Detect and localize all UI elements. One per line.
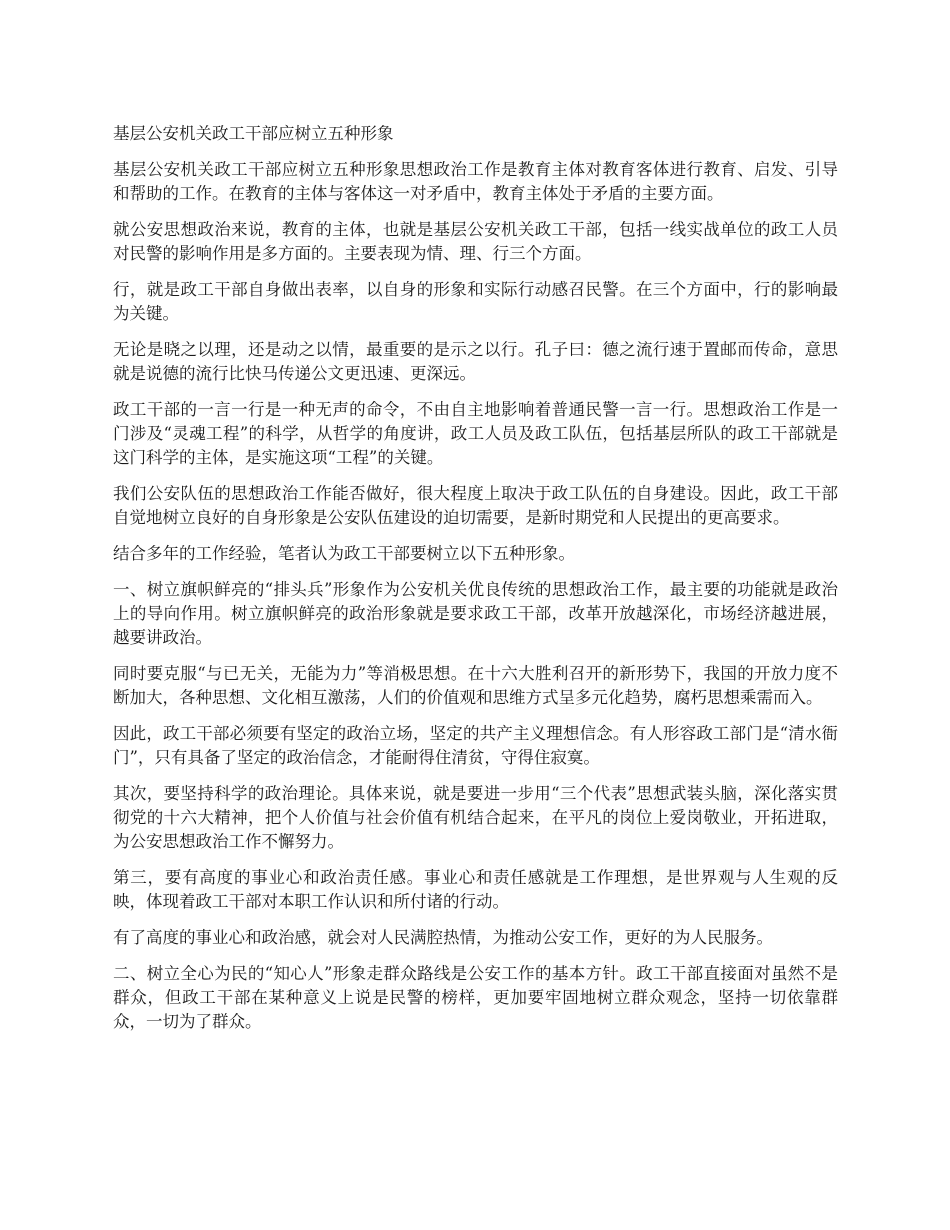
paragraph: 行，就是政工干部自身做出表率，以自身的形象和实际行动感召民警。在三个方面中，行的影响最为关键。 [113, 280, 838, 323]
document-page [113, 122, 838, 1046]
paragraph: 二、树立全心为民的“知心人”形象走群众路线是公安工作的基本方针。政工干部直接面对虽然不是群众，但政工干部在某种意义上说是民警的榜样，更加要牢固地树立群众观念，坚持一切依靠群众，一切为了群众。 [113, 964, 838, 1031]
paragraph: 其次，要坚持科学的政治理论。具体来说，就是要进一步用“三个代表”思想武装头脑，深化落实贯彻党的十六大精神，把个人价值与社会价值有机结合起来，在平凡的岗位上爱岗敬业，开拓进取，为公安思想政治工作不懈努力。 [113, 784, 838, 851]
paragraph: 一、树立旗帜鲜亮的“排头兵”形象作为公安机关优良传统的思想政治工作，最主要的功能就是政治上的导向作用。树立旗帜鲜亮的政治形象就是要求政工干部，改革开放越深化，市场经济越进展，越要讲政治。 [113, 580, 838, 647]
paragraph: 无论是晓之以理，还是动之以情，最重要的是示之以行。孔子曰：德之流行速于置邮而传命，意思就是说德的流行比快马传递公文更迅速、更深远。 [113, 340, 838, 383]
paragraph: 就公安思想政治来说，教育的主体，也就是基层公安机关政工干部，包括一线实战单位的政工人员对民警的影响作用是多方面的。主要表现为情、理、行三个方面。 [113, 220, 838, 263]
paragraph: 因此，政工干部必须要有坚定的政治立场，坚定的共产主义理想信念。有人形容政工部门是“清水衙门”，只有具备了坚定的政治信念，才能耐得住清贫，守得住寂寞。 [113, 724, 838, 767]
paragraph: 政工干部的一言一行是一种无声的命令，不由自主地影响着普通民警一言一行。思想政治工作是一门涉及“灵魂工程”的科学，从哲学的角度讲，政工人员及政工队伍，包括基层所队的政工干部就是这门科学的主体，是实施这项“工程”的关键。 [113, 400, 838, 467]
paragraph: 第三，要有高度的事业心和政治责任感。事业心和责任感就是工作理想，是世界观与人生观的反映，体现着政工干部对本职工作认识和所付诸的行动。 [113, 868, 838, 911]
paragraph: 同时要克服“与已无关，无能为力”等消极思想。在十六大胜利召开的新形势下，我国的开放力度不断加大，各种思想、文化相互激荡，人们的价值观和思维方式呈多元化趋势，腐朽思想乘需而入。 [113, 664, 838, 707]
paragraph: 基层公安机关政工干部应树立五种形象思想政治工作是教育主体对教育客体进行教育、启发、引导和帮助的工作。在教育的主体与客体这一对矛盾中，教育主体处于矛盾的主要方面。 [113, 160, 838, 203]
document-title: 基层公安机关政工干部应树立五种形象 [113, 124, 394, 143]
paragraph: 结合多年的工作经验，笔者认为政工干部要树立以下五种形象。 [113, 544, 575, 563]
paragraph: 有了高度的事业心和政治感，就会对人民满腔热情，为推动公安工作，更好的为人民服务。 [113, 928, 773, 947]
paragraph: 我们公安队伍的思想政治工作能否做好，很大程度上取决于政工队伍的自身建设。因此，政工干部自觉地树立良好的自身形象是公安队伍建设的迫切需要，是新时期党和人民提出的更高要求。 [113, 484, 838, 527]
